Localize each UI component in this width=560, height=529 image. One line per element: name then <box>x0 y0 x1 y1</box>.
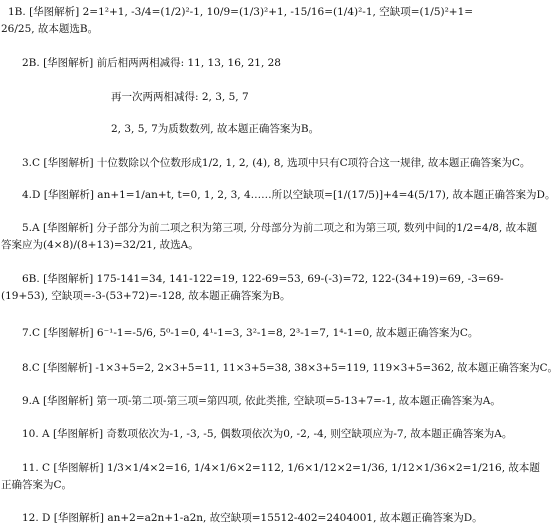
answer-2-line-3: 2, 3, 5, 7为质数数列, 故本题正确答案为B。 <box>111 123 320 135</box>
answer-8-line-1: 8.C [华图解析] -1×3+5=2, 2×3+5=11, 11×3+5=38, 38×3+5=119, 119×3+5=362, 故本题正确答案为C。 <box>22 362 558 374</box>
answer-2-line-1: 2B. [华图解析] 前后相两两相减得: 11, 13, 16, 21, 28 <box>22 57 281 69</box>
answer-7-line-1: 7.C [华图解析] 6⁻¹-1=-5/6, 5⁰-1=0, 4¹-1=3, 3²-1=8, 2³-1=7, 1⁴-1=0, 故本题正确答案为C。 <box>22 327 479 339</box>
answer-1-line-1: 1B. [华图解析] 2=1²+1, -3/4=(1/2)²-1, 10/9=(1/3)²+1, -15/16=(1/4)²-1, 空缺项=(1/5)²+1= <box>8 6 474 18</box>
answer-9-line-1: 9.A [华图解析] 第一项-第二项-第三项=第四项, 依此类推, 空缺项=5-13+7=-1, 故本题正确答案为A。 <box>22 395 501 407</box>
answer-4-line-1: 4.D [华图解析] an+1=1/an+t, t=0, 1, 2, 3, 4……所以空缺项=[1/(17/5)]+4=4(5/17), 故本题正确答案为D。 <box>22 189 556 201</box>
answer-10-line-1: 10. A [华图解析] 奇数项依次为-1, -3, -5, 偶数项依次为0, -2, -4, 则空缺项应为-7, 故本题正确答案为A。 <box>22 428 513 440</box>
answer-11-line-2: 正确答案为C。 <box>1 479 73 491</box>
answer-5-line-1: 5.A [华图解析] 分子部分为前二项之积为第三项, 分母部分为前二项之和为第三项, 数列中间的1/2=4/8, 故本题 <box>22 222 538 234</box>
answer-5-line-2: 答案应为(4×8)/(8+13)=32/21, 故选A。 <box>1 239 199 251</box>
answer-12-line-1: 12. D [华图解析] an+2=a2n+1-a2n, 故空缺项=15512-402=2404001, 故本题正确答案为D。 <box>22 512 483 524</box>
answer-11-line-1: 11. C [华图解析] 1/3×1/4×2=16, 1/4×1/6×2=112, 1/6×1/12×2=1/36, 1/12×1/36×2=1/216, 故本题 <box>22 462 540 474</box>
answer-3-line-1: 3.C [华图解析] 十位数除以个位数形成1/2, 1, 2, (4), 8, 选项中只有C项符合这一规律, 故本题正确答案为C。 <box>22 157 531 169</box>
answer-1-line-2: 26/25, 故本题选B。 <box>1 23 99 35</box>
answer-6-line-1: 6B. [华图解析] 175-141=34, 141-122=19, 122-69=53, 69-(-3)=72, 122-(34+19)=69, -3=69- <box>22 273 504 285</box>
answer-2-line-2: 再一次两两相减得: 2, 3, 5, 7 <box>111 91 249 103</box>
answer-6-line-2: (19+53), 空缺项=-3-(53+72)=-128, 故本题正确答案为B。 <box>1 290 291 302</box>
